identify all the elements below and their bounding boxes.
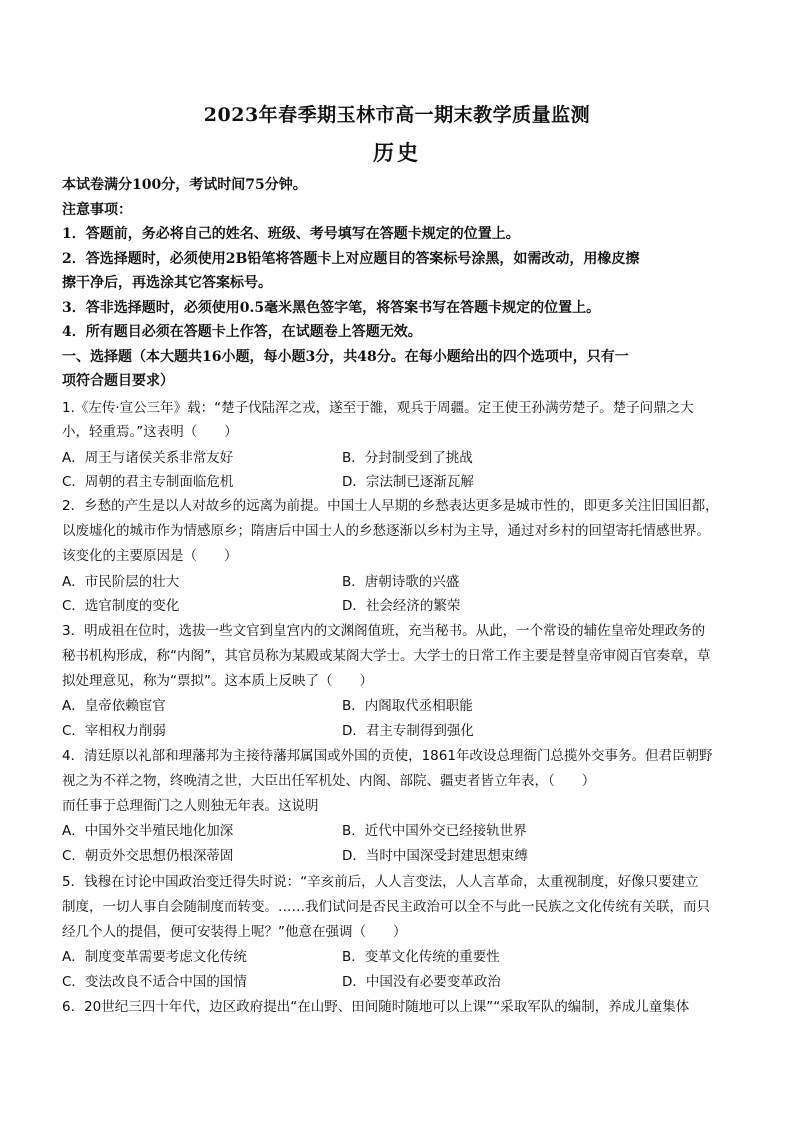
- question-5-text: 5．钱穆在讨论中国政治变迁得失时说：“辛亥前后，人人言变法，人人言革命，太重视制度，好像只要建立: [62, 874, 699, 890]
- notes-title: 注意事项：: [62, 202, 132, 218]
- question-5-option-d: D．中国没有必要变革政治: [342, 974, 501, 990]
- note-item: 2．答选择题时，必须使用2B铅笔将答题卡上对应题目的答案标号涂黑，如需改动，用橡皮擦: [62, 251, 640, 267]
- question-2-text: 2．乡愁的产生是以人对故乡的远离为前提。中国士人早期的乡愁表达更多是城市性的，即更多关注旧国旧都，: [62, 498, 719, 514]
- question-1-option-a: A．周王与诸侯关系非常友好: [62, 450, 234, 466]
- question-3-option-c: C．宰相权力削弱: [62, 723, 166, 739]
- question-2-text: 以废墟化的城市作为情感原乡；隋唐后中国士人的乡愁逐渐以乡村为主导，通过对乡村的回望寄托情感世界。: [62, 523, 710, 539]
- note-item: 擦干净后，再选涂其它答案标号。: [62, 275, 272, 291]
- section-title-cont: 项符合题目要求）: [62, 373, 174, 389]
- subject-title: 历史: [373, 140, 421, 165]
- question-5-option-a: A．制度变革需要考虑文化传统: [62, 949, 247, 965]
- question-4-option-d: D．当时中国深受封建思想束缚: [342, 848, 528, 864]
- question-3-option-d: D．君主专制得到强化: [342, 723, 474, 739]
- note-item: 3．答非选择题时，必须使用0.5毫米黑色签字笔，将答案书写在答题卡规定的位置上。: [62, 300, 601, 316]
- question-5-option-c: C．变法改良不适合中国的国情: [62, 974, 247, 990]
- question-1-text: 小，轻重焉。”这表明（ ）: [62, 424, 238, 440]
- question-2-option-a: A．市民阶层的壮大: [62, 574, 180, 590]
- question-4-option-a: A．中国外交半殖民地化加深: [62, 823, 234, 839]
- score-line: 本试卷满分100分，考试时间75分钟。: [62, 177, 307, 193]
- note-item: 4．所有题目必须在答题卡上作答，在试题卷上答题无效。: [62, 324, 422, 340]
- note-item: 1．答题前，务必将自己的姓名、班级、考号填写在答题卡规定的位置上。: [62, 226, 520, 242]
- question-5-text: 制度，一切人事自会随制度而转变。……我们试问是否民主政治可以全不与此一民族之文化传统有关联，而只: [62, 899, 710, 915]
- question-3-option-b: B．内阁取代丞相职能: [342, 698, 473, 714]
- question-5-text: 经几个人的提倡，便可安装得上呢？”他意在强调（ ）: [62, 924, 407, 940]
- question-5-option-b: B．变革文化传统的重要性: [342, 949, 500, 965]
- question-4-text: 视之为不祥之物，终晚清之世，大臣出任军机处、内阁、部院、疆吏者皆立年表，（ ）: [62, 773, 596, 789]
- question-3-text: 秘书机构形成，称“内阁”，其官员称为某殿或某阁大学士。大学士的日常工作主要是替皇帝审阅百官奏章，草: [62, 648, 711, 664]
- question-1-option-b: B．分封制受到了挑战: [342, 450, 473, 466]
- question-2-option-c: C．选官制度的变化: [62, 598, 180, 614]
- question-1-text: 1.《左传·宣公三年》载：“楚子伐陆浑之戎，遂至于雒，观兵于周疆。定王使王孙满劳楚子。楚子问鼎之大: [62, 400, 694, 416]
- question-6-text: 6．20世纪三四十年代，边区政府提出“在山野、田间随时随地可以上课”“采取军队的编制，养成儿童集体: [62, 999, 690, 1015]
- question-3-text: 拟处理意见，称为“票拟”。这本质上反映了（ ）: [62, 673, 373, 689]
- question-2-option-d: D．社会经济的繁荣: [342, 598, 461, 614]
- question-2-text: 该变化的主要原因是（ ）: [62, 548, 238, 564]
- question-1-option-c: C．周朝的君主专制面临危机: [62, 474, 234, 490]
- question-4-option-b: B．近代中国外交已经接轨世界: [342, 823, 527, 839]
- question-2-option-b: B．唐朝诗歌的兴盛: [342, 574, 460, 590]
- section-title: 一、选择题（本大题共16小题，每小题3分，共48分。在每小题给出的四个选项中，只有一: [62, 349, 629, 365]
- question-4-option-c: C．朝贡外交思想仍根深蒂固: [62, 848, 234, 864]
- question-3-option-a: A．皇帝依赖宦官: [62, 698, 166, 714]
- question-4-text: 而任事于总理衙门之人则独无年表。这说明: [62, 798, 319, 814]
- question-4-text: 4．清廷原以礼部和理藩邦为主接待藩邦属国或外国的贡使，1861年改设总理衙门总揽外交事务。但君臣朝野: [62, 748, 713, 764]
- exam-title: 2023年春季期玉林市高一期末教学质量监测: [203, 104, 591, 126]
- question-1-option-d: D．宗法制已逐渐瓦解: [342, 474, 474, 490]
- question-3-text: 3．明成祖在位时，选拔一些文官到皇宫内的文渊阁值班，充当秘书。从此，一个常设的辅佐皇帝处理政务的: [62, 623, 706, 639]
